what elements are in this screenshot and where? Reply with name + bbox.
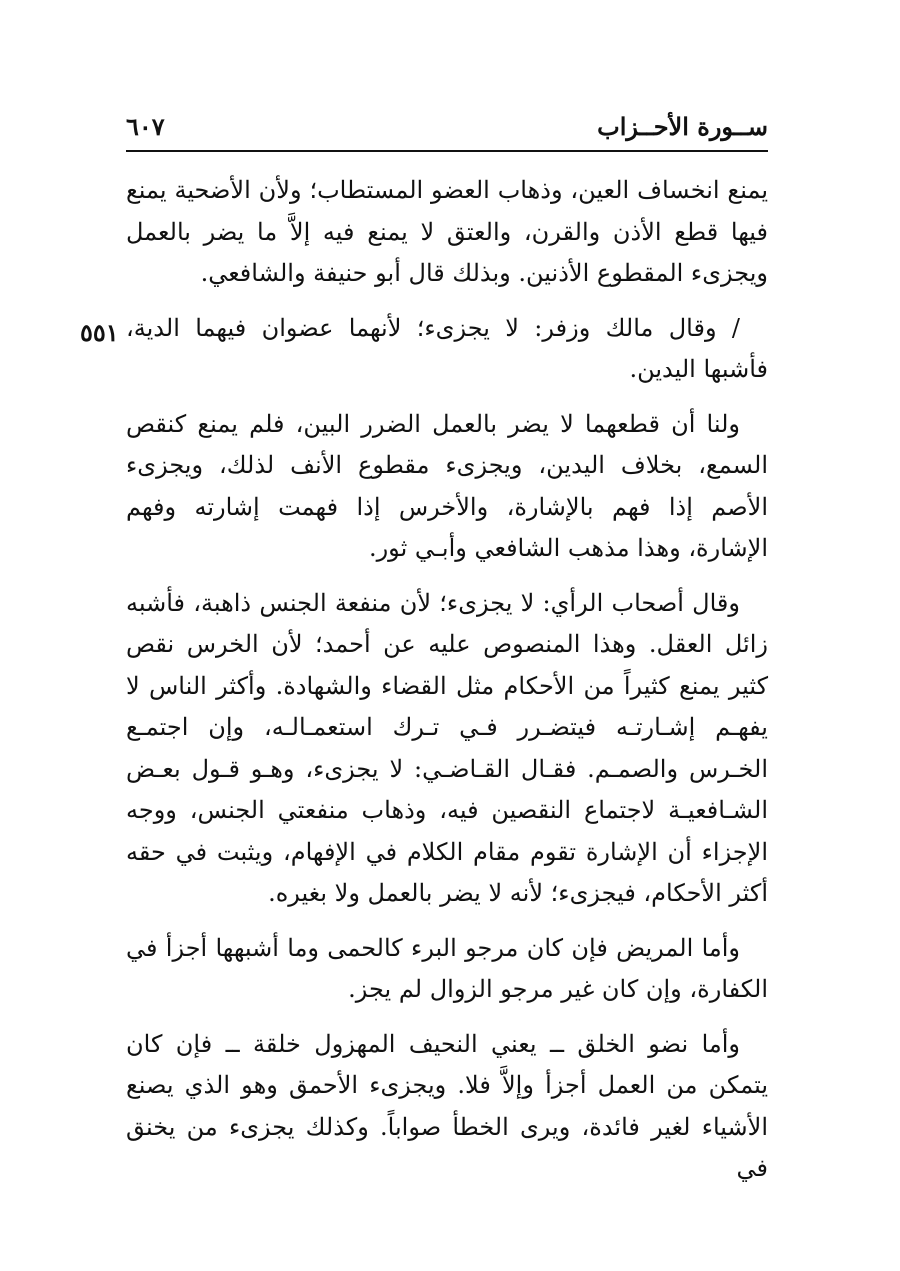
page-header [126, 108, 768, 148]
header-rule [126, 150, 768, 152]
paragraph-4: وقال أصحاب الرأي: لا يجزىء؛ لأن منفعة الجنس ذاهبة، فأشبه زائل العقل. وهذا المنصوص عليه عن أحمد؛ لأن الخرس نقص كثير يمنع كثيراً من الأحكام مثل القضاء والشهادة. وأكثر الناس لا يفهـم إشـارتـه فيتضـرر فـي تـرك استعمـالـه، وإن اجتمـع الخـرس والصمـم. فقـال القـاضـي: لا يجزىء، وهـو قـول بعـض الشـافعيـة لاجتماع النقصين فيه، وذهاب منفعتي الجنس، ووجه الإجزاء أن الإشارة تقوم مقام الكلام في الإفهام، ويثبت في حقه أكثر الأحكام، فيجزىء؛ لأنه لا يضر بالعمل ولا بغيره. [126, 588, 769, 907]
paragraph-1: يمنع انخساف العين، وذهاب العضو المستطاب؛ ولأن الأضحية يمنع فيها قطع الأذن والقرن، والعتق لا يمنع فيه إلاَّ ما يضر بالعمل ويجزىء المقطوع الأذنين. وبذلك قال أبو حنيفة والشافعي. [126, 176, 768, 287]
paragraph-5: وأما المريض فإن كان مرجو البرء كالحمى وما أشبهها أجزأ في الكفارة، وإن كان غير مرجو الزوال لم يجز. [126, 933, 768, 1003]
body-text [126, 170, 768, 1203]
margin-page-reference: ٥٥١ [80, 318, 119, 347]
surah-title: ســورة الأحــزاب [597, 112, 768, 141]
paragraph-2: / وقال مالك وزفر: لا يجزىء؛ لأنهما عضوان فيهما الدية، فأشبها اليدين. [126, 313, 768, 383]
paragraph-3: ولنا أن قطعهما لا يضر بالعمل الضرر البين، فلم يمنع كنقص السمع، بخلاف اليدين، ويجزىء مقطوع الأنف لذلك، ويجزىء الأصم إذا فهم بالإشارة، والأخرس إذا فهمت إشارته وفهم الإشارة، وهذا مذهب الشافعي وأبـي ثور. [126, 409, 768, 562]
paragraph-6: وأما نضو الخلق ــ يعني النحيف المهزول خلقة ــ فإن كان يتمكن من العمل أجزأ وإلاَّ فلا. ويجزىء الأحمق وهو الذي يصنع الأشياء لغير فائدة، ويرى الخطأ صواباً. وكذلك يجزىء من يخنق في [126, 1029, 769, 1182]
page-number: ٦٠٧ [126, 112, 165, 141]
